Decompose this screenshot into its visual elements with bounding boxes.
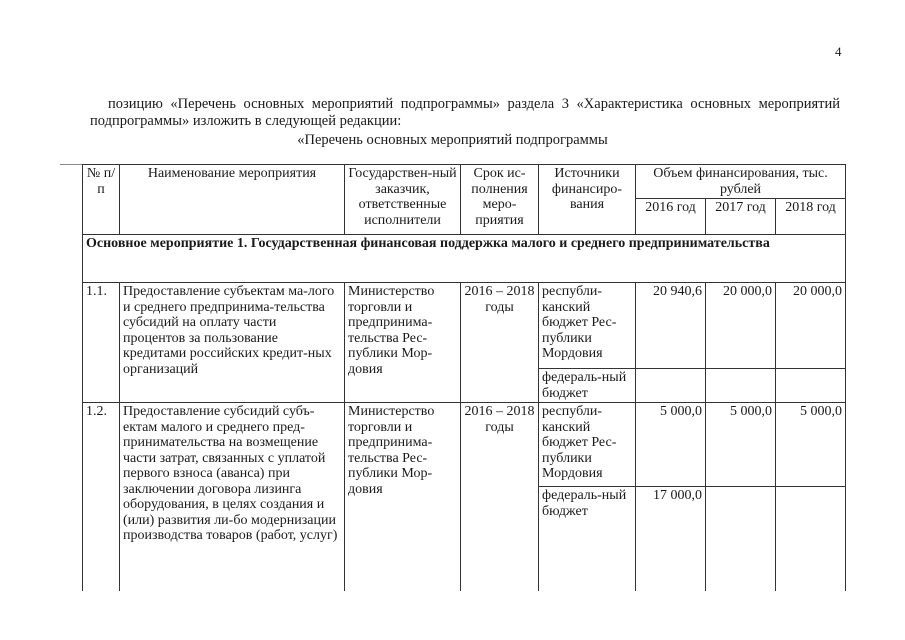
header-customer: Государствен-ный заказчик, ответственные исполнители — [345, 165, 461, 235]
header-volume: Объем финансирования, тыс. рублей — [636, 165, 846, 199]
header-year-2016: 2016 год — [636, 199, 706, 235]
row-value-2017: 20 000,0 — [706, 283, 776, 369]
row-term: 2016 – 2018 годы — [461, 403, 539, 591]
header-year-2018: 2018 год — [776, 199, 846, 235]
row-num: 1.2. — [83, 403, 120, 591]
row-value-2016: 5 000,0 — [636, 403, 706, 487]
table-title: «Перечень основных мероприятий подпрограммы — [297, 132, 608, 148]
row-value-2016: 17 000,0 — [636, 487, 706, 591]
row-value-2018 — [776, 369, 846, 403]
table-row — [83, 403, 846, 487]
row-customer: Министерство торговли и предпринима-тельства Рес-публики Мор-довия — [345, 403, 461, 591]
row-value-2017 — [706, 487, 776, 591]
header-year-2017: 2017 год — [706, 199, 776, 235]
row-value-2016 — [636, 369, 706, 403]
row-value-2017: 5 000,0 — [706, 403, 776, 487]
row-term: 2016 – 2018 годы — [461, 283, 539, 403]
intro-line-1: позицию «Перечень основных мероприятий подпрограммы» раздела 3 «Характеристика основных мероприятий — [108, 96, 840, 112]
row-customer: Министерство торговли и предпринима-тельства Рес-публики Мор-довия — [345, 283, 461, 403]
row-value-2017 — [706, 369, 776, 403]
row-value-2018: 5 000,0 — [776, 403, 846, 487]
row-source-federal: федераль-ный бюджет — [539, 369, 636, 403]
page-number: 4 — [835, 44, 842, 59]
header-num: № п/п — [83, 165, 120, 235]
header-name: Наименование мероприятия — [120, 165, 345, 235]
header-term: Срок ис-полнения меро-приятия — [461, 165, 539, 235]
row-value-2016: 20 940,6 — [636, 283, 706, 369]
header-sources: Источники финансиро-вания — [539, 165, 636, 235]
section-heading: Основное мероприятие 1. Государственная финансовая поддержка малого и среднего предпринимательства — [83, 235, 846, 283]
intro-line-2: подпрограммы» изложить в следующей редакции: — [90, 113, 402, 129]
row-name: Предоставление субъектам ма-лого и среднего предпринима-тельства субсидий на оплату части процентов за пользование кредитами российских кредит-ных организаций — [120, 283, 345, 403]
row-name: Предоставление субсидий субъ-ектам малого и среднего пред-принимательства на возмещение части затрат, связанных с уплатой первого взноса (аванса) при заключении договора лизинга оборудования, в целях создания и (или) развития ли-бо модернизации производства товаров (работ, услуг) — [120, 403, 345, 591]
intro-paragraph — [90, 96, 840, 130]
row-value-2018: 20 000,0 — [776, 283, 846, 369]
measures-table — [82, 164, 846, 591]
row-source-regional: республи-канский бюджет Рес-публики Мордовия — [539, 283, 636, 369]
row-source-federal: федераль-ный бюджет — [539, 487, 636, 591]
row-value-2018 — [776, 487, 846, 591]
row-num: 1.1. — [83, 283, 120, 403]
margin-rule — [60, 164, 82, 165]
row-source-regional: республи-канский бюджет Рес-публики Мордовия — [539, 403, 636, 487]
table-row — [83, 283, 846, 369]
